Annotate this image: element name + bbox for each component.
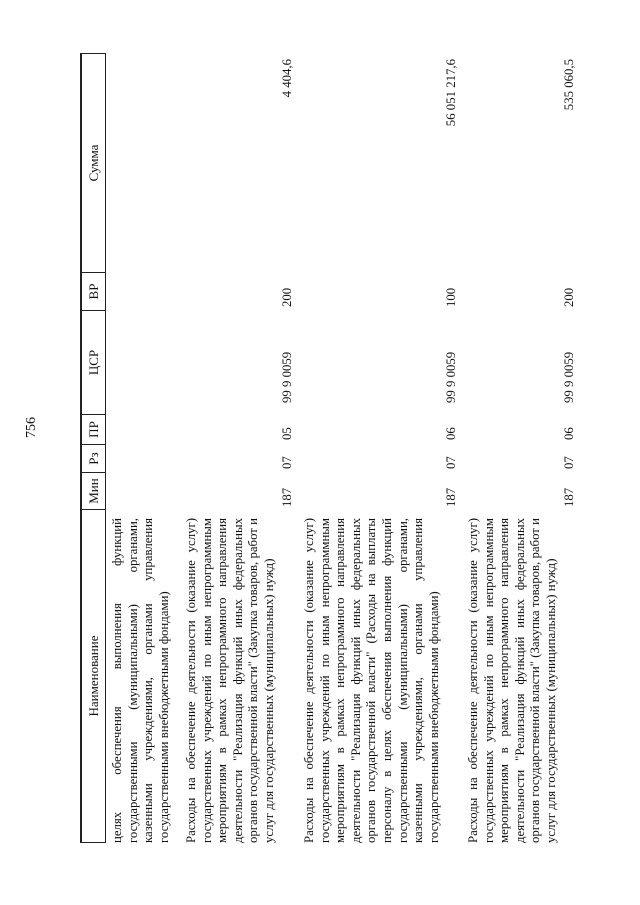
row-rz: 07 <box>562 456 577 469</box>
row-min: 187 <box>562 487 577 507</box>
row-sum: 535 060,5 <box>562 59 577 111</box>
page-number: 756 <box>24 417 39 438</box>
header-min: Мин <box>80 472 106 509</box>
table-row <box>184 53 296 843</box>
row-name: Расходы на обеспечение деятельности (оказание услуг) государственных учреждений по иным непрограммным мероприятиям в рамках непрограммного направления деятельности "Реализация функций иных федеральных органов государственной власти" (Расходы на выплаты персоналу в целях обеспечения выполнения функций государственными (муниципальными) органами, казенными учреждениями, органами управления государственными внебюджетными фондами) <box>302 518 441 843</box>
row-pr: 06 <box>444 427 459 440</box>
row-csr: 99 9 0059 <box>444 351 459 403</box>
table-row <box>110 53 176 843</box>
row-vr: 200 <box>280 287 295 307</box>
row-csr: 99 9 0059 <box>562 351 577 403</box>
table-header <box>80 53 107 843</box>
row-name: целях обеспечения выполнения функций государственными (муниципальными) органами, казенными учреждениями, органами управления государственными внебюджетными фондами) <box>110 518 171 843</box>
row-min: 187 <box>280 487 295 507</box>
table-row <box>466 53 578 843</box>
row-name: Расходы на обеспечение деятельности (оказание услуг) государственных учреждений по иным непрограммным мероприятиям в рамках непрограммного направления деятельности "Реализация функций иных федеральных органов государственной власти" (Закупка товаров, работ и услуг для государственных (муниципальных) нужд) <box>184 518 276 843</box>
row-sum: 4 404,6 <box>280 59 295 98</box>
row-csr: 99 9 0059 <box>280 351 295 403</box>
row-vr: 200 <box>562 287 577 307</box>
row-pr: 05 <box>280 427 295 440</box>
table-row <box>302 53 460 843</box>
header-csr: ЦСР <box>80 310 106 414</box>
row-sum: 56 051 217,6 <box>444 59 459 127</box>
row-min: 187 <box>444 487 459 507</box>
row-rz: 07 <box>280 456 295 469</box>
header-pr: ПР <box>80 414 106 444</box>
row-vr: 100 <box>444 287 459 307</box>
row-name: Расходы на обеспечение деятельности (оказание услуг) государственных учреждений по иным непрограммным мероприятиям в рамках непрограммного направления деятельности "Реализация функций иных федеральных органов государственной власти" (Закупка товаров, работ и услуг для государственных (муниципальных) нужд) <box>466 518 558 843</box>
header-name: Наименование <box>80 509 106 843</box>
header-vr: ВР <box>80 272 106 310</box>
header-rz: Рз <box>80 444 106 472</box>
row-pr: 06 <box>562 427 577 440</box>
header-sum: Сумма <box>80 53 106 272</box>
row-rz: 07 <box>444 456 459 469</box>
rotated-table <box>80 53 610 843</box>
